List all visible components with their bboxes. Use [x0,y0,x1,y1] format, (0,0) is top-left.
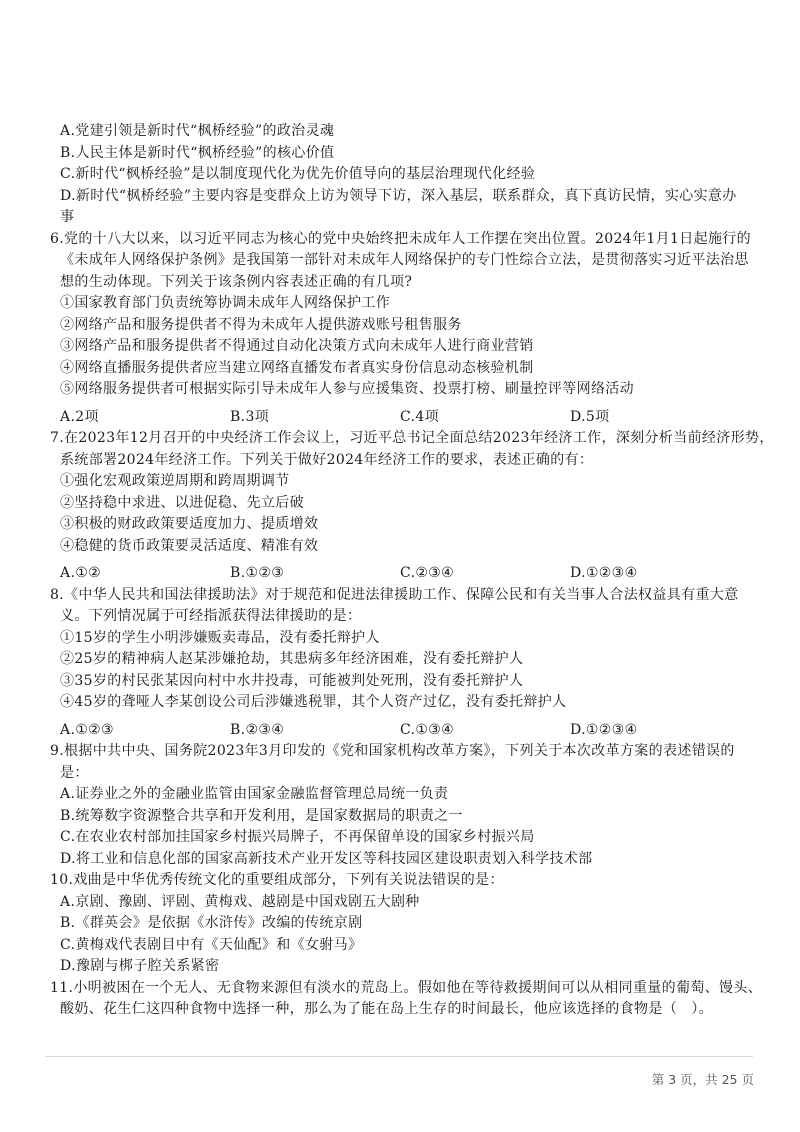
option-a: A.京剧、豫剧、评剧、黄梅戏、越剧是中国戏剧五大剧种 [60,893,420,910]
question-stem: 《未成年人网络保护条例》是我国第一部针对未成年人网络保护的专门性综合立法，是贯彻落实习近平法治思 [60,252,749,268]
statement-item: ③积极的财政政策要适度加力、提质增效 [60,516,319,532]
option-d: D.①②③④ [570,721,638,738]
statement-item: ⑤网络服务提供者可根据实际引导未成年人参与应援集资、投票打榜、刷量控评等网络活动 [60,381,634,397]
question-8 [50,585,750,742]
option-c: C.新时代“枫桥经验”是以制度现代化为优先价值导向的基层治理现代化经验 [60,166,536,182]
question-6 [50,229,751,429]
question-stem: 8.《中华人民共和国法律援助法》对于规范和促进法律援助工作、保障公民和有关当事人合法权益具有重大意 [50,586,739,603]
page-number: 第 3 页，共 25 页 [651,1072,754,1087]
option-b: B.①②③ [230,565,285,581]
option-c: C.黄梅戏代表剧目中有《天仙配》和《女驸马》 [60,936,363,953]
question-9 [50,741,750,870]
option-a: A.①②③ [60,721,114,738]
option-d: D.豫剧与梆子腔关系紧密 [60,958,220,974]
question-stem: 9.根据中共中央、国务院2023年3月印发的《党和国家机构改革方案》，下列关于本次改革方案的表述错误的 [50,743,735,759]
option-d: D.新时代“枫桥经验”主要内容是变群众上访为领导下访，深入基层，联系群众，真下真访民情，实心实意办 [60,187,737,204]
option-b: B.②③④ [230,721,285,738]
option-c: C.①③④ [400,721,455,738]
question-stem: 想的生动体现。下列关于该条例内容表述正确的有几项? [60,273,413,290]
option-b: B.《群英会》是依据《水浒传》改编的传统京剧 [60,915,363,931]
statement-item: ④稳健的货币政策要灵活适度、精准有效 [60,537,319,554]
option-c: C.在农业农村部加挂国家乡村振兴局牌子，不再保留单设的国家乡村振兴局 [60,829,535,845]
question-stem: 是： [60,764,89,781]
answer-options [60,563,750,585]
question-stem: 11.小明被困在一个无人、无食物来源但有淡水的荒岛上。假如他在等待救援期间可以从相同重量的葡萄、馒头、 [50,979,763,996]
statement-item: ④45岁的聋哑人李某创设公司后涉嫌逃税罪，其个人资产过亿，没有委托辩护人 [60,694,567,710]
option-d: D.将工业和信息化部的国家高新技术产业开发区等科技园区建设职责划入科学技术部 [60,850,593,867]
option-b: B.3项 [230,408,270,425]
statement-item: ②坚持稳中求进、以进促稳、先立后破 [60,494,304,511]
answer-options [60,407,750,429]
question-7 [50,428,774,585]
question-stem: 10.戏曲是中华优秀传统文化的重要组成部分，下列有关说法错误的是： [50,872,504,888]
option-d: D.①②③④ [570,565,638,581]
option-c: C.②③④ [400,565,455,581]
option-a: A.党建引领是新时代“枫桥经验”的政治灵魂 [60,123,335,139]
option-a: A.①② [60,565,102,581]
option-b: B.统筹数字资源整合共享和开发利用，是国家数据局的职责之一 [60,807,463,824]
answer-options [60,720,750,742]
option-d: D.5项 [570,408,610,425]
question-list [50,121,774,1021]
statement-item: ③35岁的村民张某因向村中水井投毒，可能被判处死刑，没有委托辩护人 [60,672,524,689]
option-b: B.人民主体是新时代“枫桥经验”的核心价值 [60,144,335,161]
question-stem: 系统部署2024年经济工作。下列关于做好2024年经济工作的要求，表述正确的有： [60,451,594,468]
question-5-options [60,121,750,229]
statement-item: ①强化宏观政策逆周期和跨周期调节 [60,473,290,489]
question-stem: 6.党的十八大以来，以习近平同志为核心的党中央始终把未成年人工作摆在突出位置。2024年1月1日起施行的 [50,230,751,247]
statement-item: ①15岁的学生小明涉嫌贩卖毒品，没有委托辩护人 [60,629,380,646]
statement-item: ④网络直播服务提供者应当建立网络直播发布者真实身份信息动态核验机制 [60,359,534,376]
option-d-continued: 事 [60,209,75,225]
option-c: C.4项 [400,408,439,425]
footer-divider [45,1056,753,1057]
statement-item: ②25岁的精神病人赵某涉嫌抢劫，其患病多年经济困难，没有委托辩护人 [60,651,524,667]
option-a: A.证券业之外的金融业监管由国家金融监督管理总局统一负责 [60,786,449,802]
question-stem: 酸奶、花生仁这四种食物中选择一种，那么为了能在岛上生存的时间最长，他应该选择的食物是（ ）。 [60,1001,714,1017]
option-a: A.2项 [60,408,99,425]
question-stem: 义。下列情况属于可经指派获得法律援助的是： [60,608,362,624]
question-stem: 7.在2023年12月召开的中央经济工作会议上，习近平总书记全面总结2023年经济工作，深刻分析当前经济形势， [50,430,774,446]
statement-item: ②网络产品和服务提供者不得为未成年人提供游戏账号租售服务 [60,316,462,333]
question-10 [50,870,750,978]
question-11 [50,978,763,1021]
statement-item: ①国家教育部门负责统筹协调未成年人网络保护工作 [60,295,391,311]
statement-item: ③网络产品和服务提供者不得通过自动化决策方式向未成年人进行商业营销 [60,338,534,354]
